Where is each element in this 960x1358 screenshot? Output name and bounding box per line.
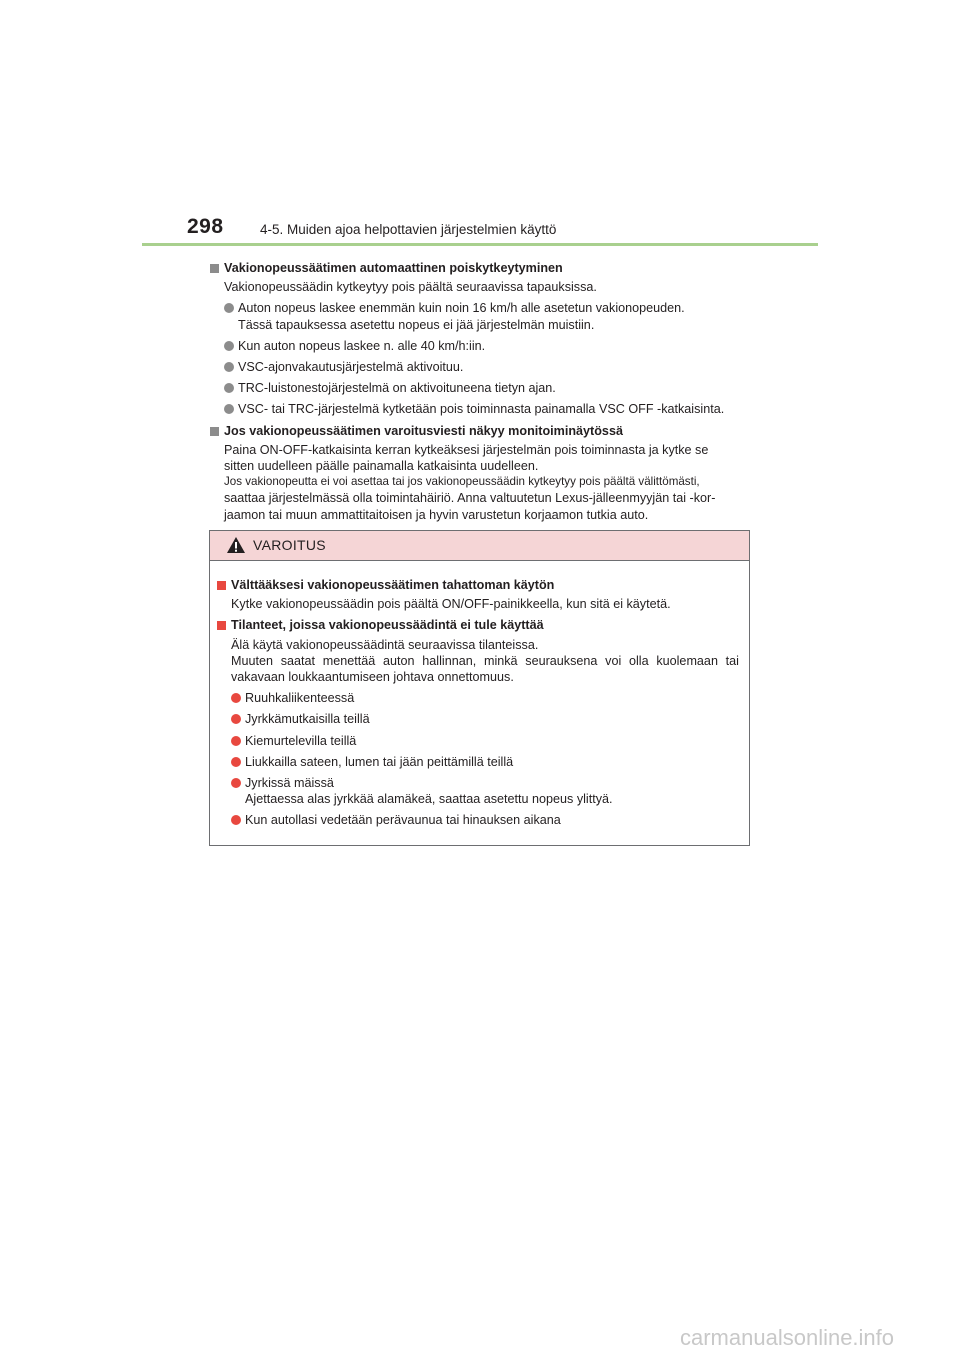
page-header — [142, 213, 818, 247]
section-title: Jos vakionopeussäätimen varoitusviesti näkyy monitoiminäytössä — [210, 423, 755, 439]
warning-triangle-icon — [226, 536, 246, 554]
circle-bullet-icon — [231, 778, 241, 788]
circle-bullet-icon — [231, 714, 241, 724]
warning-label: VAROITUS — [253, 537, 326, 553]
list-item: VSC- tai TRC-järjestelmä kytketään pois toiminnasta painamalla VSC OFF -katkaisinta. — [210, 401, 755, 417]
circle-bullet-icon — [231, 693, 241, 703]
circle-bullet-icon — [224, 341, 234, 351]
circle-bullet-icon — [231, 736, 241, 746]
warning-section-title: Tilanteet, joissa vakionopeussäädintä ei tule käyttää — [217, 617, 739, 633]
section-intro: Vakionopeussäädin kytkeytyy pois päältä seuraavissa tapauksissa. — [224, 280, 597, 295]
header-rule — [142, 243, 818, 246]
section-title: Vakionopeussäätimen automaattinen poiskytkeytyminen — [210, 260, 755, 276]
list-item: Liukkailla sateen, lumen tai jään peittämillä teillä — [217, 754, 739, 770]
list-item: Auton nopeus laskee enemmän kuin noin 16 km/h alle asetetun vakionopeuden. Tässä tapauksessa asetettu nopeus ei jää järjestelmän muistiin. — [210, 300, 755, 332]
warning-header — [210, 531, 749, 561]
square-bullet-icon — [210, 427, 219, 436]
circle-bullet-icon — [231, 757, 241, 767]
list-item: TRC-luistonestojärjestelmä on aktivoituneena tietyn ajan. — [210, 380, 755, 396]
list-item: Kiemurtelevilla teillä — [217, 733, 739, 749]
warning-body — [210, 561, 749, 829]
warning-text: Älä käytä vakionopeussäädintä seuraavissa tilanteissa. Muuten saatat menettää auton hallinnan, minkä seurauksena voi olla kuolemaan tai vakavaan loukkaantumiseen johtava onnettomuus. — [231, 637, 739, 685]
list-item: Kun auton nopeus laskee n. alle 40 km/h:iin. — [210, 338, 755, 354]
warning-section-title: Välttääksesi vakionopeussäätimen tahattoman käytön — [217, 577, 739, 593]
circle-bullet-icon — [224, 303, 234, 313]
list-item: VSC-ajonvakautusjärjestelmä aktivoituu. — [210, 359, 755, 375]
circle-bullet-icon — [224, 362, 234, 372]
square-bullet-icon — [217, 621, 226, 630]
list-item: Jyrkissä mäissä Ajettaessa alas jyrkkää alamäkeä, saattaa asetettu nopeus ylittyä. — [217, 775, 739, 807]
square-bullet-icon — [217, 581, 226, 590]
list-item: Ruuhkaliikenteessä — [217, 690, 739, 706]
circle-bullet-icon — [224, 404, 234, 414]
square-bullet-icon — [210, 264, 219, 273]
warning-text: Kytke vakionopeussäädin pois päältä ON/OFF-painikkeella, kun sitä ei käytetä. — [231, 597, 671, 612]
section-paragraph: Paina ON-OFF-katkaisinta kerran kytkeäksesi järjestelmän pois toiminnasta ja kytke se sitten uudelleen päälle painamalla katkaisinta uudelleen. Jos vakionopeutta ei voi asettaa tai jos vakionopeussäädin kytkeytyy pois päältä välittömästi, saattaa järjestelmässä olla toimintahäiriö. Anna valtuutetun Lexus-jälleenmyyjän tai -kor- jaamon tai muun ammattitaitoisen ja hyvin varustetun korjaamon tutkia auto. — [224, 442, 716, 522]
page-number: 298 — [187, 215, 224, 238]
watermark-link[interactable]: carmanualsonline.info — [680, 1325, 895, 1350]
circle-bullet-icon — [231, 815, 241, 825]
list-item: Jyrkkämutkaisilla teillä — [217, 711, 739, 727]
warning-box — [209, 530, 750, 846]
chapter-title: 4-5. Muiden ajoa helpottavien järjestelmien käyttö — [260, 222, 557, 237]
list-item: Kun autollasi vedetään perävaunua tai hinauksen aikana — [217, 812, 739, 828]
circle-bullet-icon — [224, 383, 234, 393]
main-content — [210, 256, 755, 523]
